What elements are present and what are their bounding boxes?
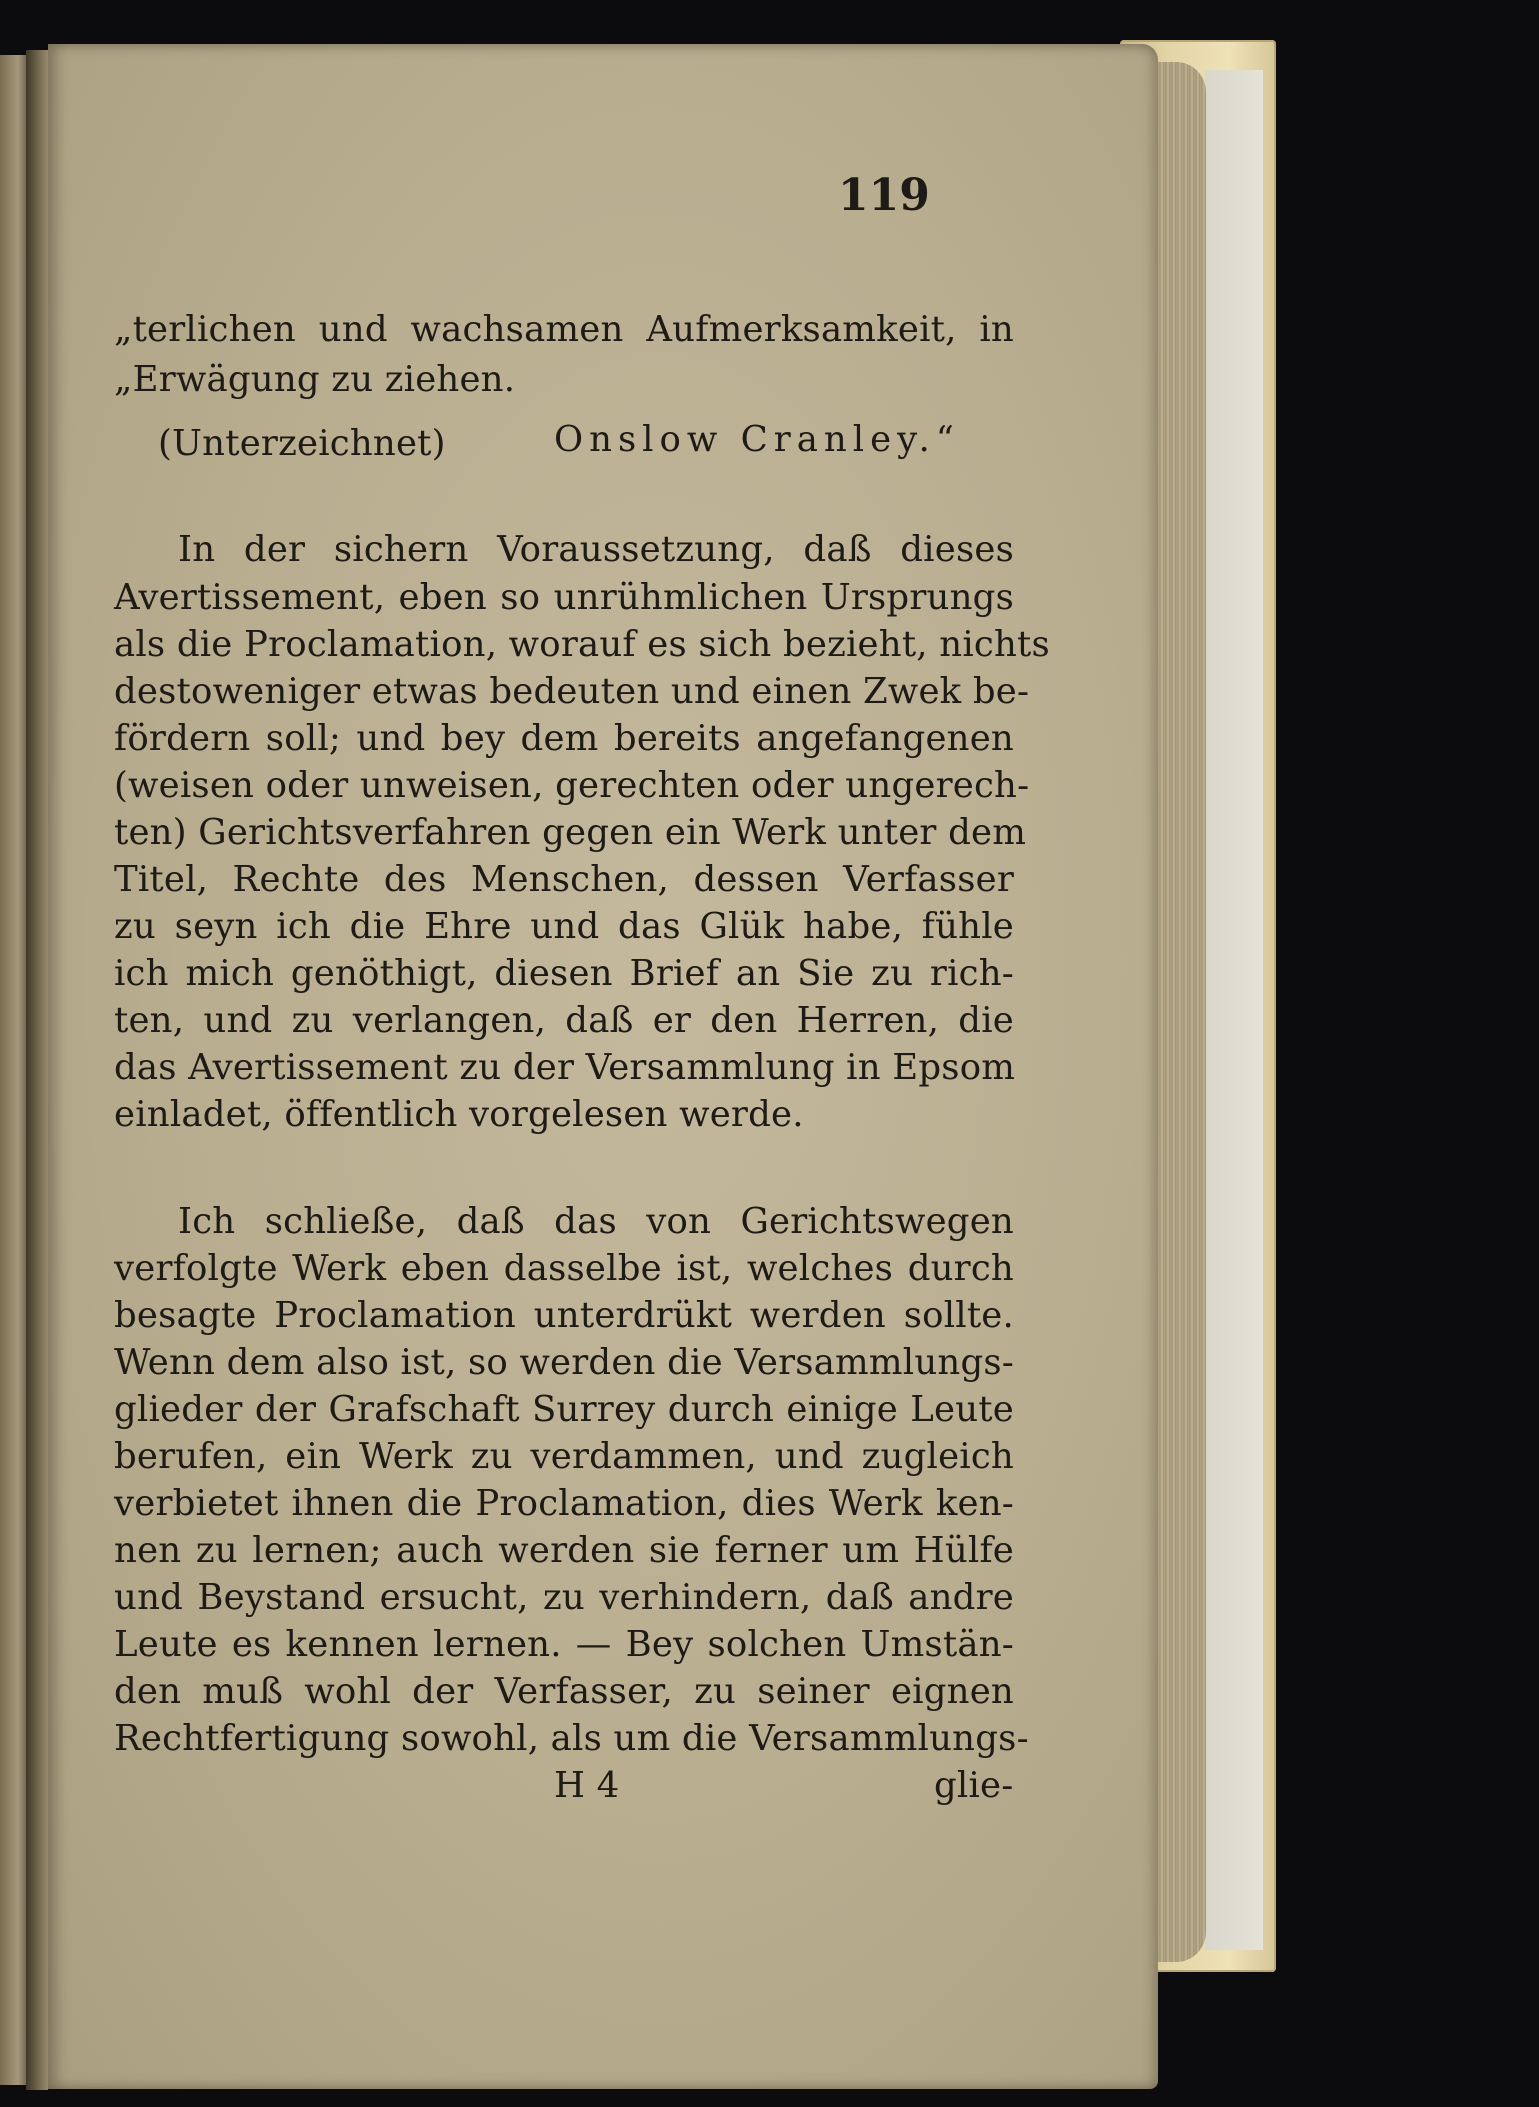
text-line: nen zu lernen; auch werden sie ferner um Hülfe bbox=[114, 1530, 1014, 1571]
text-line: Titel, Rechte des Menschen, dessen Verfasser bbox=[114, 859, 1014, 900]
text-line: glieder der Grafschaft Surrey durch einige Leute bbox=[114, 1389, 1014, 1430]
text-line: ich mich genöthigt, diesen Brief an Sie zu rich- bbox=[114, 953, 1014, 994]
text-line: (weisen oder unweisen, gerechten oder ungerech- bbox=[114, 765, 1030, 806]
catchword: glie- bbox=[934, 1765, 1014, 1806]
signature-mark: H 4 bbox=[554, 1765, 620, 1806]
text-line: ten) Gerichtsverfahren gegen ein Werk unter dem bbox=[114, 812, 1027, 853]
text-line: „Erwägung zu ziehen. bbox=[114, 359, 516, 400]
text-line: besagte Proclamation unterdrükt werden sollte. bbox=[114, 1295, 1014, 1336]
signature-name: Onslow Cranley.“ bbox=[554, 419, 960, 460]
text-line: „terlichen und wachsamen Aufmerksamkeit, in bbox=[114, 309, 1014, 350]
text-line: Ich schließe, daß das von Gerichtswegen bbox=[178, 1201, 1014, 1242]
text-line: ten, und zu verlangen, daß er den Herren, die bbox=[114, 1000, 1014, 1041]
text-line: Rechtfertigung sowohl, als um die Versammlungs- bbox=[114, 1718, 1029, 1759]
text-line: einladet, öffentlich vorgelesen werde. bbox=[114, 1094, 804, 1135]
text-line: das Avertissement zu der Versammlung in Epsom bbox=[114, 1047, 1016, 1088]
text-line: berufen, ein Werk zu verdammen, und zugleich bbox=[114, 1436, 1014, 1477]
cover-inner-paper bbox=[1205, 70, 1263, 1950]
text-line: verbietet ihnen die Proclamation, dies Werk ken- bbox=[114, 1483, 1014, 1524]
text-line: und Beystand ersucht, zu verhindern, daß andre bbox=[114, 1577, 1014, 1618]
text-line: destoweniger etwas bedeuten und einen Zwek be- bbox=[114, 671, 1030, 712]
text-line: den muß wohl der Verfasser, zu seiner eignen bbox=[114, 1671, 1014, 1712]
signature-label: (Unterzeichnet) bbox=[158, 423, 446, 464]
text-line: Avertissement, eben so unrühmlichen Ursprungs bbox=[114, 577, 1014, 618]
book-gutter bbox=[26, 50, 48, 2090]
book-page bbox=[48, 44, 1158, 2089]
page-number: 119 bbox=[838, 170, 930, 221]
text-line: verfolgte Werk eben dasselbe ist, welches durch bbox=[114, 1248, 1014, 1289]
text-line: In der sichern Voraussetzung, daß dieses bbox=[178, 529, 1014, 570]
text-line: zu seyn ich die Ehre und das Glük habe, fühle bbox=[114, 906, 1014, 947]
text-line: Wenn dem also ist, so werden die Versammlungs- bbox=[114, 1342, 1014, 1383]
text-line: Leute es kennen lernen. — Bey solchen Umstän- bbox=[114, 1624, 1014, 1665]
text-line: fördern soll; und bey dem bereits angefangenen bbox=[114, 718, 1014, 759]
text-line: als die Proclamation, worauf es sich bezieht, nichts bbox=[114, 624, 1050, 665]
